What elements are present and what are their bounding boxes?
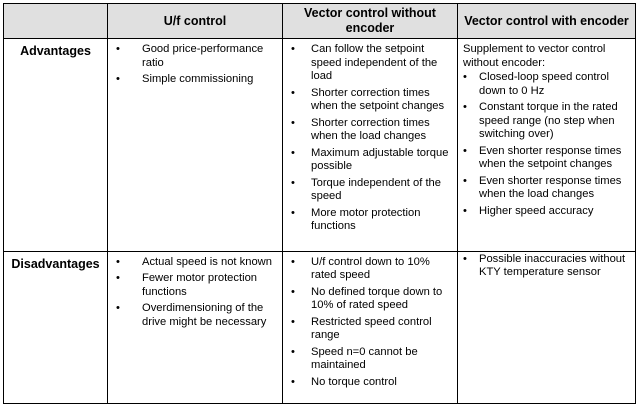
cell-advantages-uf bbox=[108, 39, 283, 252]
list-item: • Good price-performance ratio bbox=[116, 43, 276, 70]
bullet-list bbox=[116, 256, 276, 330]
list-item: • Fewer motor protection functions bbox=[116, 272, 276, 299]
row-disadvantages bbox=[4, 251, 636, 403]
list-item: • Even shorter response times when the setpoint changes bbox=[463, 145, 629, 172]
list-item: • Restricted speed control range bbox=[291, 316, 451, 343]
cell-disadvantages-vector-with-encoder bbox=[458, 251, 636, 403]
list-item: • Closed-loop speed control down to 0 Hz bbox=[463, 71, 629, 98]
bullet-list bbox=[291, 256, 451, 390]
cell-advantages-vector-without-encoder bbox=[283, 39, 458, 252]
header-corner bbox=[4, 4, 108, 39]
header-vector-without-encoder: Vector control without encoder bbox=[283, 4, 458, 39]
header-row bbox=[4, 4, 636, 39]
bullet-list bbox=[291, 43, 451, 234]
cell-disadvantages-vector-without-encoder bbox=[283, 251, 458, 403]
list-item: • Overdimensioning of the drive might be necessary bbox=[116, 302, 276, 329]
list-item: • Shorter correction times when the load changes bbox=[291, 117, 451, 144]
list-item: • Constant torque in the rated speed range (no step when switching over) bbox=[463, 101, 629, 142]
bullet-list bbox=[116, 43, 276, 87]
list-item: • Speed n=0 cannot be maintained bbox=[291, 346, 451, 373]
list-item: • Even shorter response times when the load changes bbox=[463, 175, 629, 202]
intro-text: Supplement to vector control without encoder: bbox=[463, 43, 606, 69]
header-vector-with-encoder: Vector control with encoder bbox=[458, 4, 636, 39]
row-label-advantages: Advantages bbox=[4, 39, 108, 252]
list-item: • No torque control bbox=[291, 376, 451, 390]
list-item: • Actual speed is not known bbox=[116, 256, 276, 270]
bullet-list bbox=[463, 71, 629, 218]
list-item: • U/f control down to 10% rated speed bbox=[291, 256, 451, 283]
list-item: • Possible inaccuracies without KTY temperature sensor bbox=[463, 253, 629, 280]
list-item: • Maximum adjustable torque possible bbox=[291, 147, 451, 174]
cell-advantages-vector-with-encoder bbox=[458, 39, 636, 252]
list-item: • Simple commissioning bbox=[116, 73, 276, 87]
list-item: • Shorter correction times when the setpoint changes bbox=[291, 87, 451, 114]
header-uf-control: U/f control bbox=[108, 4, 283, 39]
row-advantages bbox=[4, 39, 636, 252]
list-item: • No defined torque down to 10% of rated speed bbox=[291, 286, 451, 313]
bullet-list bbox=[463, 253, 629, 280]
cell-disadvantages-uf bbox=[108, 251, 283, 403]
list-item: • Higher speed accuracy bbox=[463, 205, 629, 219]
list-item: • Torque independent of the speed bbox=[291, 177, 451, 204]
list-item: • Can follow the setpoint speed independent of the load bbox=[291, 43, 451, 84]
row-label-disadvantages: Disadvantages bbox=[4, 251, 108, 403]
comparison-table bbox=[3, 3, 636, 404]
list-item: • More motor protection functions bbox=[291, 207, 451, 234]
